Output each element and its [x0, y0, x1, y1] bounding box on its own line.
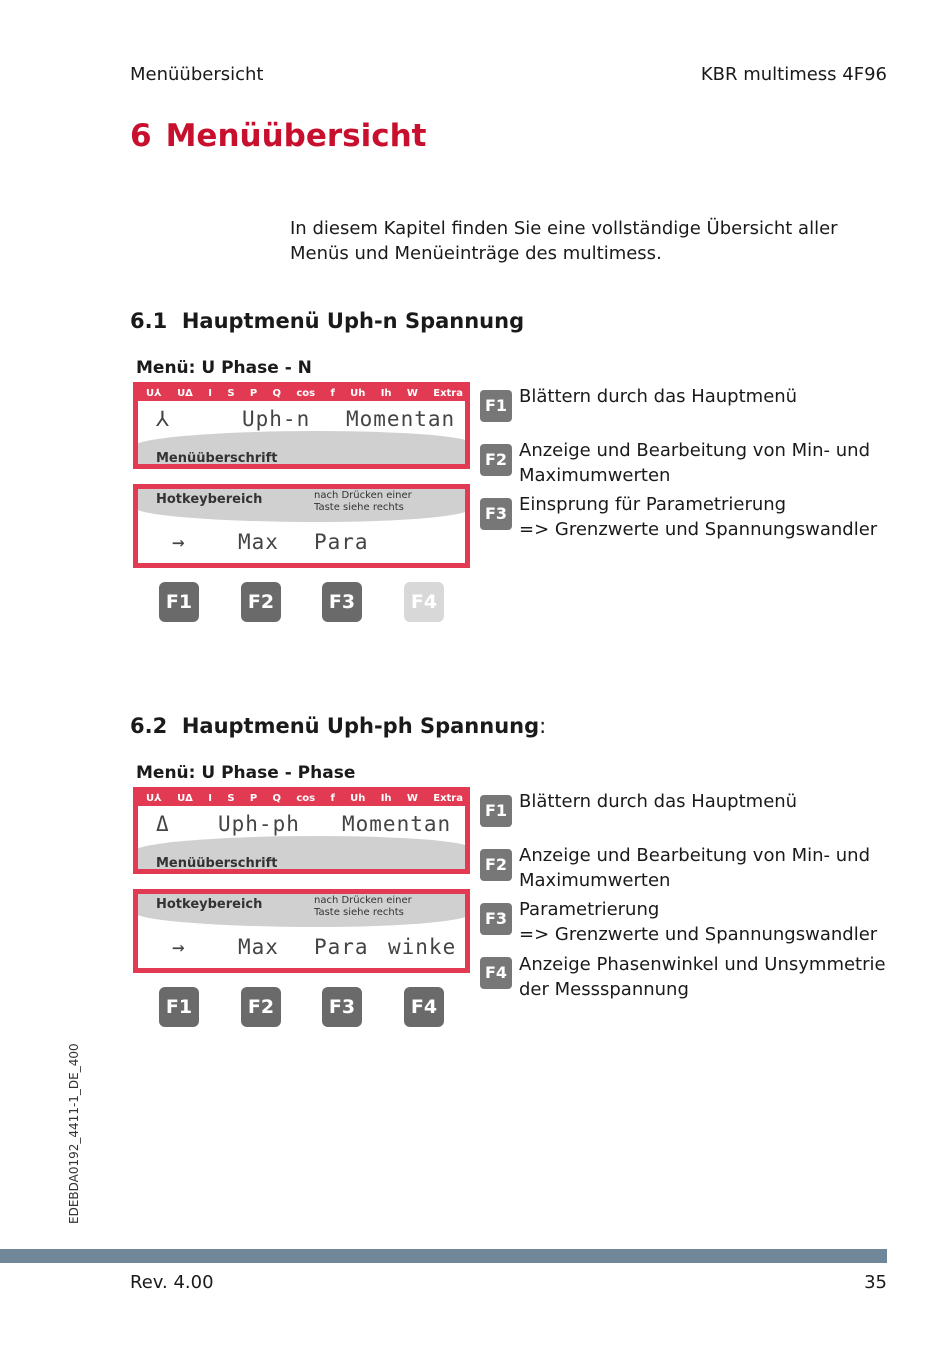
- softkey-para: Para: [314, 935, 369, 959]
- phase-symbol: ⅄: [156, 407, 170, 431]
- phase-symbol: Δ: [156, 812, 170, 836]
- document-code: EDEBDA0192_4411-1_DE_400: [67, 1043, 81, 1224]
- f-icon: f: [330, 793, 335, 804]
- chapter-title: [130, 118, 427, 154]
- f3-description: Parametrierung => Grenzwerte und Spannungswandler: [519, 899, 878, 945]
- display-hotkey-1: [133, 484, 470, 568]
- f2-description: Anzeige und Bearbeitung von Min- und Maximumwerten: [519, 440, 870, 486]
- q-icon: Q: [272, 793, 282, 804]
- f2-key[interactable]: F2: [241, 987, 281, 1027]
- f1-description: Blättern durch das Hauptmenü: [519, 791, 798, 812]
- chapter-number: 6: [130, 118, 152, 154]
- header-left: Menüübersicht: [130, 64, 264, 85]
- intro-text: In diesem Kapitel finden Sie eine vollständige Übersicht aller Menüs und Menüeinträge des multimess.: [290, 218, 838, 264]
- ih-icon: Ih: [380, 388, 392, 399]
- hotkey-label: Hotkeybereich: [156, 897, 263, 912]
- chapter-title-text: Menüübersicht: [165, 118, 427, 154]
- display-mode: Momentan: [342, 812, 452, 836]
- display-main-1: [133, 382, 470, 469]
- section-number: 6.1: [130, 309, 168, 333]
- softkey-para: Para: [314, 530, 369, 554]
- softkey-max: Max: [238, 530, 279, 554]
- f1-description: Blättern durch das Hauptmenü: [519, 386, 798, 407]
- menu-label-1: Menü: U Phase - N: [136, 358, 312, 378]
- section-heading-2: 6.2 Hauptmenü Uph-ph Spannung:: [130, 714, 547, 738]
- softkey-arrow: →: [172, 935, 186, 959]
- ih-icon: Ih: [380, 793, 392, 804]
- section-title: Hauptmenü Uph-ph Spannung: [181, 714, 540, 738]
- section-title: Hauptmenü Uph-n Spannung: [181, 309, 525, 333]
- f1-badge: F1: [480, 795, 512, 827]
- u-delta-icon: UΔ: [177, 793, 193, 804]
- f3-description: Einsprung für Parametrierung => Grenzwerte und Spannungswandler: [519, 494, 878, 540]
- display-name: Uph-ph: [218, 812, 300, 836]
- function-keys-1: [133, 582, 470, 622]
- footer-revision: Rev. 4.00: [130, 1272, 214, 1293]
- s-icon: S: [227, 388, 235, 399]
- cos-icon: cos: [296, 793, 316, 804]
- p-icon: P: [249, 388, 258, 399]
- heading-label: Menüüberschrift: [156, 856, 278, 871]
- menu-icon-bar: [138, 792, 465, 806]
- header-right: KBR multimess 4F96: [700, 64, 887, 85]
- display-name: Uph-n: [242, 407, 311, 431]
- function-keys-2: [133, 987, 470, 1027]
- f3-key[interactable]: F3: [322, 582, 362, 622]
- p-icon: P: [249, 793, 258, 804]
- softkey-winkel: winke: [388, 935, 457, 959]
- f1-badge: F1: [480, 390, 512, 422]
- u-delta-icon: UΔ: [177, 388, 193, 399]
- menu-icon-bar: [138, 387, 465, 401]
- f3-badge: F3: [480, 903, 512, 935]
- heading-label: Menüüberschrift: [156, 451, 278, 466]
- softkey-arrow: →: [172, 530, 186, 554]
- u-star-icon: U⅄: [146, 388, 162, 399]
- q-icon: Q: [272, 388, 282, 399]
- u-star-icon: U⅄: [146, 793, 162, 804]
- f1-key[interactable]: F1: [159, 987, 199, 1027]
- hotkey-label: Hotkeybereich: [156, 492, 263, 507]
- extra-icon: Extra: [433, 793, 463, 804]
- f2-description: Anzeige und Bearbeitung von Min- und Maximumwerten: [519, 845, 870, 891]
- f4-key[interactable]: F4: [404, 582, 444, 622]
- uh-icon: Uh: [350, 388, 366, 399]
- f2-key[interactable]: F2: [241, 582, 281, 622]
- section-number: 6.2: [130, 714, 168, 738]
- f1-key[interactable]: F1: [159, 582, 199, 622]
- menu-label-2: Menü: U Phase - Phase: [136, 763, 356, 783]
- s-icon: S: [227, 793, 235, 804]
- f4-key[interactable]: F4: [404, 987, 444, 1027]
- extra-icon: Extra: [433, 388, 463, 399]
- f4-description: Anzeige Phasenwinkel und Unsymmetrie der Messspannung: [519, 954, 886, 1000]
- display-mode: Momentan: [346, 407, 456, 431]
- cos-icon: cos: [296, 388, 316, 399]
- f3-badge: F3: [480, 498, 512, 530]
- uh-icon: Uh: [350, 793, 366, 804]
- w-icon: W: [406, 793, 418, 804]
- f2-badge: F2: [480, 444, 512, 476]
- hotkey-note: nach Drücken einer Taste siehe rechts: [314, 490, 412, 513]
- softkey-max: Max: [238, 935, 279, 959]
- f3-key[interactable]: F3: [322, 987, 362, 1027]
- hotkey-note: nach Drücken einer Taste siehe rechts: [314, 895, 412, 918]
- section-heading-1: [130, 309, 524, 333]
- i-icon: I: [208, 388, 212, 399]
- f4-badge: F4: [480, 957, 512, 989]
- f-icon: f: [330, 388, 335, 399]
- i-icon: I: [208, 793, 212, 804]
- page-number: 35: [864, 1272, 887, 1293]
- display-hotkey-2: [133, 889, 470, 973]
- f2-badge: F2: [480, 849, 512, 881]
- w-icon: W: [406, 388, 418, 399]
- display-main-2: [133, 787, 470, 874]
- footer-bar: [0, 1249, 887, 1263]
